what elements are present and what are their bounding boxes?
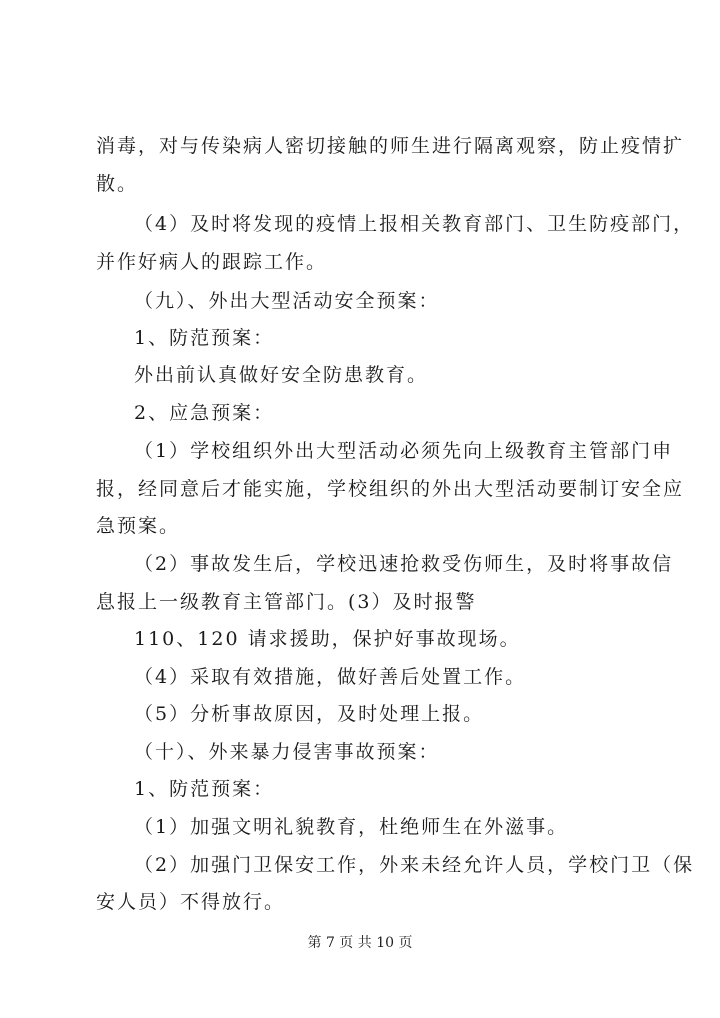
text-line: （4）及时将发现的疫情上报相关教育部门、卫生防疫部门， (134, 213, 695, 235)
subsection-heading: 1、防范预案： (134, 327, 275, 349)
page-number: 第 7 页 共 10 页 (307, 935, 413, 951)
text-line: 安人员）不得放行。 (96, 891, 286, 913)
text-line: 息报上一级教育主管部门。(3）及时报警 (96, 591, 477, 613)
subsection-heading: 1、防范预案： (134, 778, 275, 800)
text-line: 消毒，对与传染病人密切接触的师生进行隔离观察，防止疫情扩 (96, 135, 685, 157)
text-line: （4）采取有效措施，做好善后处置工作。 (134, 666, 527, 688)
text-line: （2）事故发生后，学校迅速抢救受伤师生，及时将事故信 (134, 553, 674, 575)
text-line: 110、120 请求援助，保护好事故现场。 (134, 628, 521, 650)
text-line: （5）分析事故原因，及时处理上报。 (134, 703, 485, 725)
section-heading: （十）、外来暴力侵害事故预案： (134, 741, 440, 763)
text-line: 急预案。 (96, 515, 181, 537)
text-line: 外出前认真做好安全防患教育。 (134, 364, 429, 386)
text-line: 报，经同意后才能实施，学校组织的外出大型活动要制订安全应 (96, 478, 685, 500)
text-line: 并作好病人的跟踪工作。 (96, 251, 328, 273)
section-heading: （九）、外出大型活动安全预案： (134, 290, 440, 312)
text-line: （2）加强门卫保安工作，外来未经允许人员，学校门卫（保 (134, 854, 695, 876)
text-line: 散。 (96, 173, 139, 195)
text-line: （1）加强文明礼貌教育，杜绝师生在外滋事。 (134, 816, 569, 838)
subsection-heading: 2、应急预案： (134, 402, 275, 424)
text-line: （1）学校组织外出大型活动必须先向上级教育主管部门申 (134, 440, 674, 462)
